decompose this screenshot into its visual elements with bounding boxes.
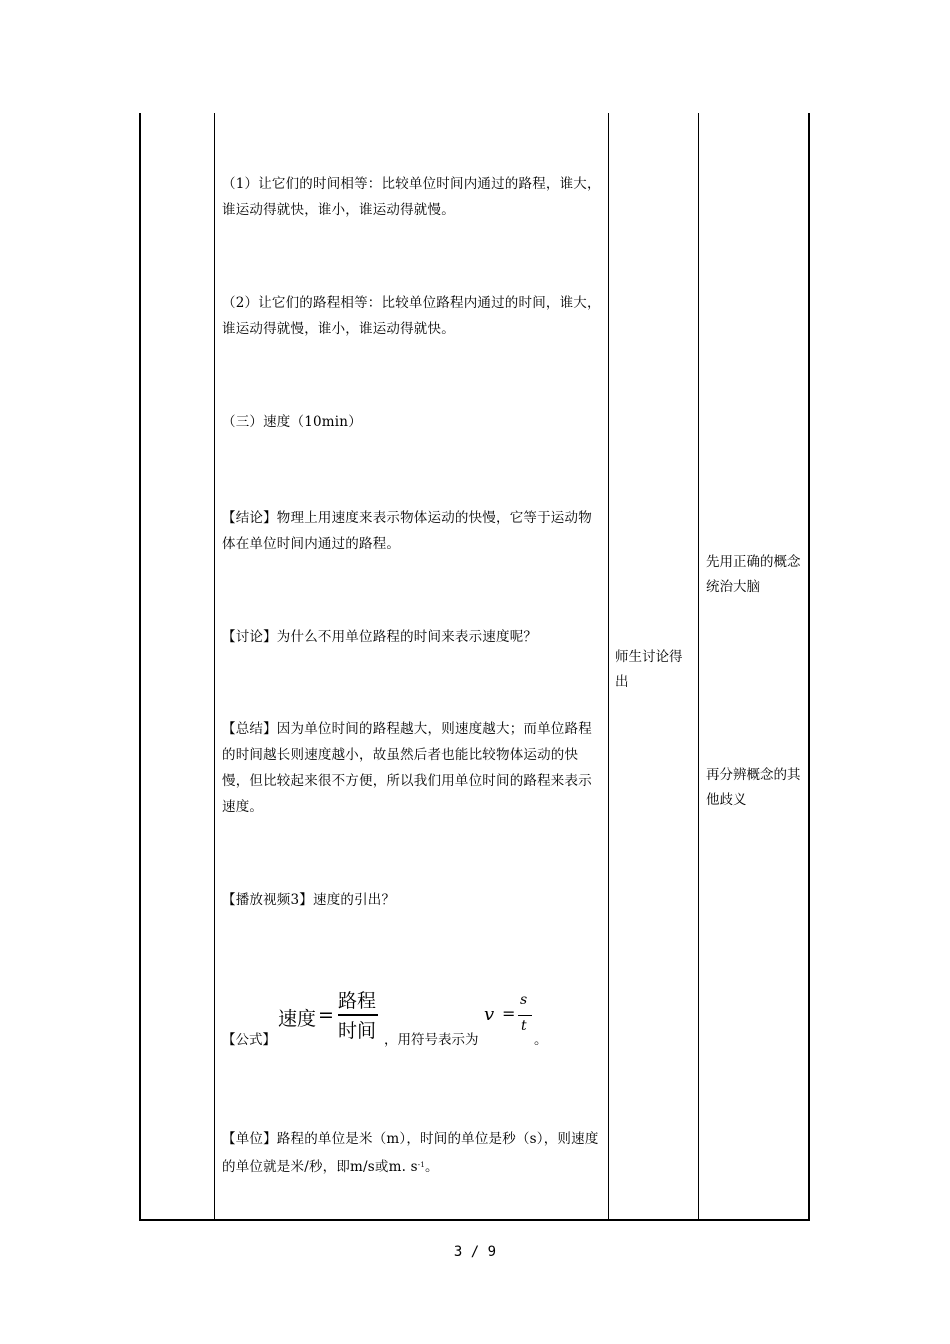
unit-end: 。 <box>424 1159 439 1175</box>
table-column-divider <box>214 113 215 1221</box>
symbol-denominator: t <box>521 1018 527 1034</box>
teacher-student-note: 师生讨论得出 <box>615 649 683 690</box>
conclusion-paragraph: 【结论】物理上用速度来表示物体运动的快慢，它等于运动物体在单位时间内通过的路程。 <box>222 510 592 552</box>
summary-paragraph: 【总结】因为单位时间的路程越大，则速度越大；而单位路程的时间越长则速度越小，故虽然后者也能比较物体运动的快慢，但比较起来很不方便，所以我们用单位时间的路程来表示速度。 <box>222 721 592 815</box>
video-paragraph: 【播放视频3】速度的引出？ <box>222 892 396 908</box>
fraction-bar <box>518 1015 532 1016</box>
unit-text: 【单位】路程的单位是米（m），时间的单位是秒（s），则速度的单位就是米/秒，即m/s或m. s <box>222 1131 599 1175</box>
table-column-divider <box>608 113 609 1221</box>
unit-superscript: -1 <box>417 1161 425 1169</box>
unit-paragraph <box>222 1126 604 1180</box>
table-column-divider <box>698 113 699 1221</box>
table-border-left <box>139 113 141 1221</box>
word-formula <box>278 990 388 1042</box>
symbol-v: v <box>484 1004 495 1025</box>
section-heading: （三）速度（10min） <box>222 414 362 430</box>
intent-note-1: 先用正确的概念统治大脑 <box>706 554 801 595</box>
method-paragraph-1: （1）让它们的时间相等：比较单位时间内通过的路程，谁大，谁运动得就快，谁小，谁运动得就慢。 <box>222 176 601 218</box>
word-formula-numerator: 路程 <box>338 990 377 1012</box>
method-paragraph-2: （2）让它们的路程相等：比较单位路程内通过的时间，谁大，谁运动得就慢，谁小，谁运动得就快。 <box>222 295 601 337</box>
formula-middle-text: ，用符号表示为 <box>384 1032 479 1048</box>
formula-end: 。 <box>534 1032 548 1048</box>
page-number: 3 / 9 <box>453 1244 497 1260</box>
word-formula-speed: 速度 <box>278 1008 317 1030</box>
symbol-equals: = <box>502 1004 516 1023</box>
word-formula-denominator: 时间 <box>338 1020 377 1042</box>
table-border-bottom <box>139 1219 810 1221</box>
symbol-numerator: s <box>520 992 528 1008</box>
word-formula-equals: = <box>318 1004 334 1026</box>
formula-label: 【公式】 <box>222 1032 276 1048</box>
discussion-paragraph: 【讨论】为什么不用单位路程的时间来表示速度呢？ <box>222 629 538 645</box>
table-border-right <box>808 113 810 1221</box>
intent-note-2: 再分辨概念的其他歧义 <box>706 767 801 808</box>
formula-row <box>222 986 604 1056</box>
